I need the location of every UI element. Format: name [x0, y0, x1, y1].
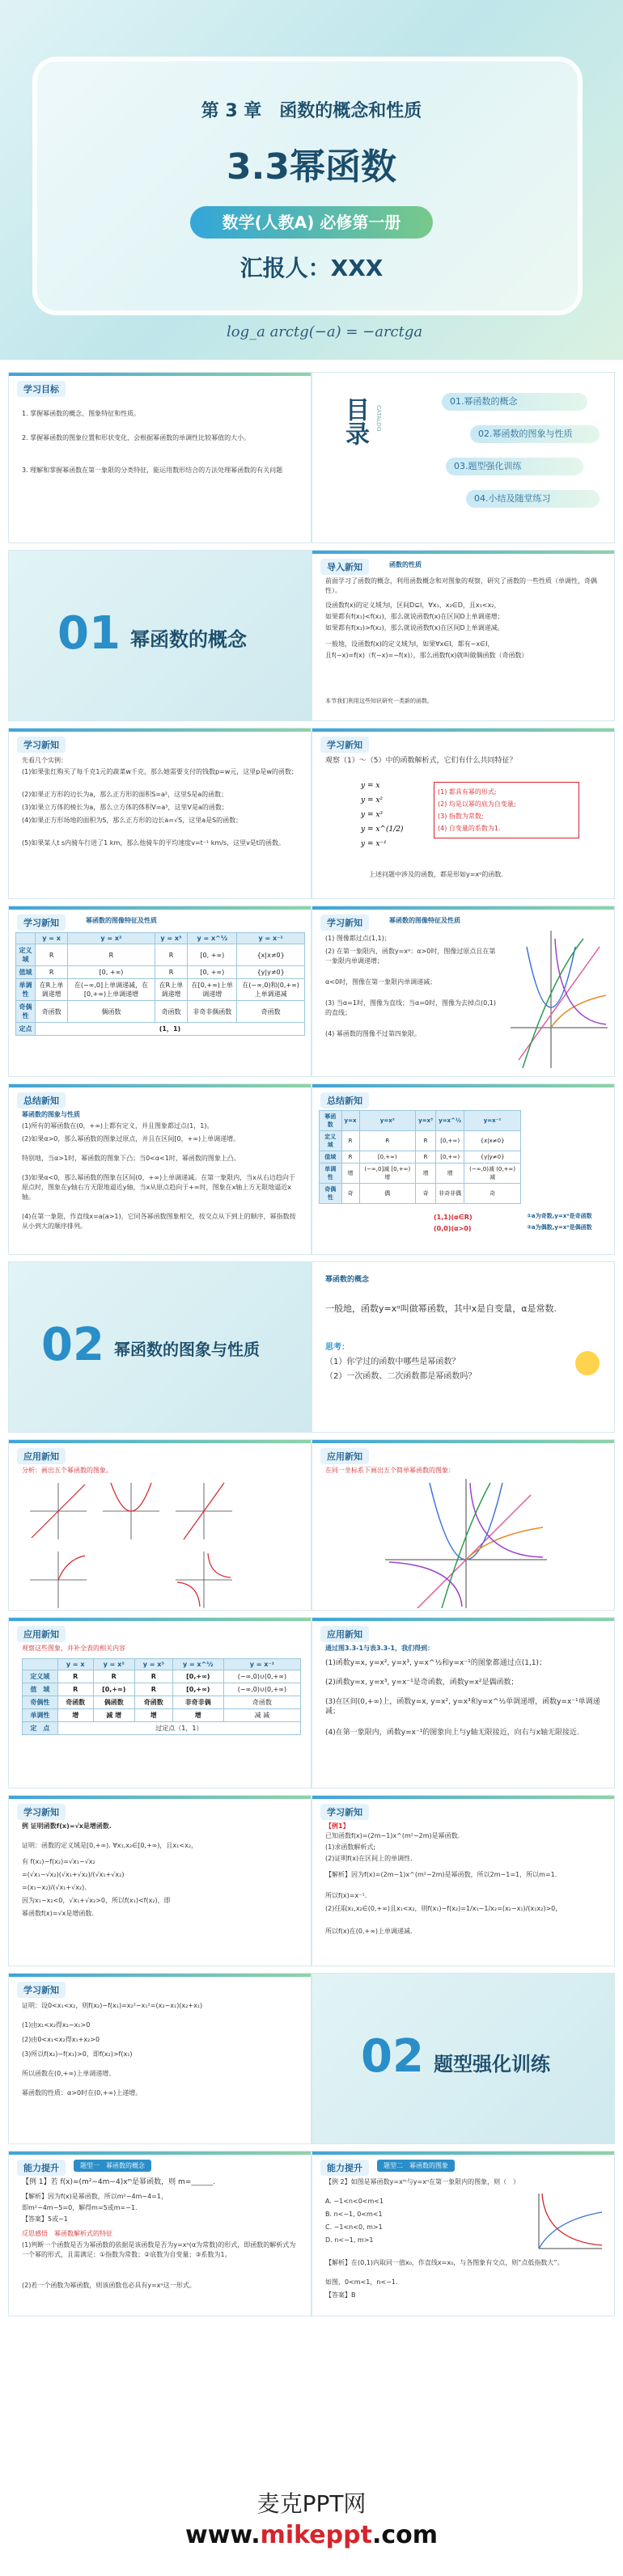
table-cell: y = x²	[93, 1659, 134, 1670]
table-cell: [0, +∞)	[188, 944, 237, 966]
table-cell: 在[0,+∞)上单调递增	[188, 979, 237, 1001]
table-cell: (−∞,0)∪(0,+∞)	[223, 1683, 300, 1696]
table-cell: 值域	[320, 1151, 342, 1163]
app-item: (2)函数y=x, y=x³, y=x⁻¹是奇函数，函数y=x²是偶函数；	[325, 1679, 519, 1687]
table-cell: [0,+∞)	[93, 1683, 134, 1696]
slide-section-2	[8, 1261, 312, 1433]
goal-item: 3. 理解和掌握幂函数在第一象限的分类特征，能运用数形结合的方法处理幂函数的有关问题	[22, 467, 283, 474]
feature-item: (2) 均是以幂的底为自变量;	[438, 800, 516, 808]
exercise-option[interactable]: D. n<−1, m>1	[325, 2236, 374, 2244]
proof-line: 幂函数的性质：α>0时在(0,+∞)上递增。	[22, 2089, 142, 2097]
table-cell	[23, 1659, 58, 1670]
example-line: (2)证明f(x)在区间上的单调性.	[325, 1855, 413, 1862]
section-title: 幂函数的图象与性质	[114, 1340, 260, 1359]
table-cell: (−∞,0]减 [0,+∞)增	[359, 1163, 416, 1184]
exercise-line: 如图，0<m<1，n<−1.	[325, 2278, 398, 2286]
example-line: 【解析】因为f(x)=(2m−1)x^(m²−2m)是幂函数，所以2m−1=1，所以m=1.	[325, 1871, 557, 1878]
table-cell: R	[35, 966, 67, 979]
feature-item: (1) 都具有幂的形式;	[438, 788, 497, 796]
exercise-option[interactable]: A. −1<n<0<m<1	[325, 2198, 384, 2205]
slide-subheader: 幂函数的图像特征及性质	[86, 917, 157, 924]
app-item: (3)在区间(0,+∞)上，函数y=x, y=x², y=x³和y=x^½单调递增，函数y=x⁻¹单调递减；	[325, 1698, 600, 1716]
small-graphs	[22, 1479, 297, 1608]
table-cell: 奇函数	[237, 1001, 305, 1023]
table-cell: y = x	[35, 933, 67, 944]
app-item: (4)在第一象限内，函数y=x⁻¹的图象向上与y轴无限接近，向右与x轴无限接近.	[325, 1729, 579, 1737]
table-cell: [0,+∞)	[436, 1131, 464, 1151]
table-cell: 定义域	[23, 1670, 58, 1683]
table-cell: 增	[172, 1709, 223, 1722]
table-cell: R	[416, 1131, 436, 1151]
feature-line: (3) 当α=1时，图像为直线；当α=0时，图像为去掉点(0,1)的直线；	[325, 999, 496, 1016]
table-cell: 偶函数	[68, 1001, 155, 1023]
table-cell: 奇函数	[155, 1001, 188, 1023]
app-prompt: 分析：画出五个幂函数的图象。	[22, 1467, 112, 1474]
table-cell: 奇函数	[35, 1001, 67, 1023]
table-cell: 单调性	[23, 1709, 58, 1722]
lesson-title: 3.3幂函数	[227, 146, 396, 188]
proof-line: =(x₁−x₂)/(√x₁+√x₂).	[22, 1884, 87, 1891]
table-cell: [0, +∞)	[68, 966, 155, 979]
table-cell: 奇函数	[223, 1696, 300, 1709]
table-cell: R	[68, 944, 155, 966]
review-line: 本节我们利用这些知识研究一类新的函数。	[325, 698, 433, 704]
app-item: (1)函数y=x, y=x², y=x³, y=x^½和y=x⁻¹的图象都通过点(1,1)；	[325, 1659, 547, 1667]
property-table	[15, 932, 305, 1036]
exercise-graph	[531, 2192, 604, 2257]
slide-table-1b	[312, 906, 615, 1077]
footer-brand: 麦克PPT网	[256, 2490, 367, 2517]
function-item: y = x	[361, 782, 380, 790]
toc-item[interactable]: 03.题型强化训练	[446, 458, 583, 475]
footer-url[interactable]	[0, 2521, 623, 2549]
table-cell: 在(−∞,0)和(0,+∞)上单调递减	[237, 979, 305, 1001]
table-cell: 减 增	[93, 1709, 134, 1722]
table-cell: [0,+∞)	[359, 1151, 416, 1163]
function-item: y = x^(1/2)	[361, 826, 404, 834]
url-prefix: www.	[184, 2521, 261, 2549]
table-cell: [0,+∞)	[172, 1670, 223, 1683]
proof-line: 有 f(x₁)−f(x₂)=√x₁−√x₂	[22, 1858, 95, 1865]
problem-item: (3)如果立方体的棱长为a，那么立方体的体积V=a³，这里V是a的函数；	[22, 804, 228, 811]
feature-box	[434, 782, 579, 838]
table-cell: y = x²	[68, 933, 155, 944]
table-cell: y = x³	[155, 933, 188, 944]
table-cell: {x|x≠0}	[237, 944, 305, 966]
slide-app-1	[8, 1439, 312, 1611]
table-cell: y = x³	[134, 1659, 172, 1670]
app-prompt: 在同一坐标系下画出五个简单幂函数的图象：	[325, 1467, 455, 1474]
slide-section-1	[8, 550, 312, 721]
proof-line: (3)所以f(x₂)−f(x₁)>0，即f(x₂)>f(x₁)	[22, 2050, 133, 2058]
slide-header: 总结新知	[17, 1092, 66, 1109]
table-cell: 在(−∞,0]上单调递减，在[0,+∞)上单调递增	[68, 979, 155, 1001]
table-cell: 定 点	[23, 1722, 58, 1735]
example-line: 所以f(x)在(0,+∞)上单调递减.	[325, 1928, 413, 1935]
table-cell: R	[57, 1670, 93, 1683]
table-cell: 偶函数	[93, 1696, 134, 1709]
url-mid: mikeppt	[260, 2521, 372, 2549]
summary-line: (3)如果α<0，那么幂函数的图象在区间(0，+∞)上单调递减。在第一象限内，当x从右边趋向于原点时，图象在y轴右方无限地逼近y轴，当x从原点趋向于+∞时，图象在x轴上方无限地逼近x轴。	[22, 1174, 295, 1201]
slide-app-4	[312, 1617, 615, 1788]
exercise-line: 即m²−4m−5=0，解得m=5或m=−1.	[22, 2204, 138, 2211]
exercise-line: 【解析】在(0,1)内取同一值x₀，作直线x=x₀，与各图象有交点，则“点低指数大”。	[325, 2259, 564, 2266]
slide-header: 总结新知	[320, 1092, 369, 1109]
table-cell: 在R上单调递增	[35, 979, 67, 1001]
toc-item[interactable]: 04.小结及随堂练习	[466, 490, 600, 508]
table-cell: 非奇非偶	[436, 1184, 464, 1204]
function-item: y = x²	[361, 796, 384, 804]
slide-proof	[8, 1795, 312, 1966]
table-cell: y = x^½	[188, 933, 237, 944]
exercise-tag: 题型二 幂函数的图象	[377, 2160, 455, 2172]
app-prompt: 观察这些图象，并补全表的相关内容	[22, 1645, 125, 1652]
lightbulb-icon	[575, 1351, 600, 1375]
section-title: 题型强化训练	[434, 2053, 550, 2076]
proof-line: 所以函数在(0,+∞)上单调递增。	[22, 2070, 116, 2077]
table-cell: [0,+∞)	[436, 1151, 464, 1163]
section-number: 02	[361, 2030, 424, 2083]
slide-subheader: 幂函数的图象与性质	[22, 1111, 80, 1118]
slide-observe	[312, 728, 615, 899]
think-label: 思考：	[325, 1343, 350, 1352]
table-cell: y=x³	[416, 1111, 436, 1131]
table-cell: 增	[416, 1163, 436, 1184]
proof-line: =(√x₁−√x₂)(√x₁+√x₂)/(√x₁+√x₂)	[22, 1871, 125, 1878]
fixed-point: (1,1)(α∈R)	[434, 1214, 473, 1221]
think-question: （2）一次函数、二次函数都是幂函数吗？	[325, 1372, 477, 1381]
table-cell: (−∞,0)减 (0,+∞)减	[464, 1163, 521, 1184]
table-cell: 奇偶性	[16, 1001, 36, 1023]
toc-subtitle: CATALOG	[375, 405, 382, 432]
observe-conclusion: 上述问题中涉及的函数，都是形如y=xᵅ的函数.	[369, 871, 503, 878]
section-number: 02	[41, 1319, 104, 1371]
slide-exercise-2	[312, 2151, 615, 2316]
slide-subheader: 函数的性质	[389, 561, 422, 568]
table-cell: [0,+∞)	[172, 1683, 223, 1696]
table-cell: {y|y≠0}	[464, 1151, 521, 1163]
slide-header: 应用新知	[320, 1626, 369, 1642]
review-line: 且f(−x)=f(x)（f(−x)=−f(x)），那么函数f(x)就叫做偶函数（奇函数）	[325, 652, 528, 659]
review-line: 一般地，设函数f(x)的定义域为I，如果∀x∈I，都有−x∈I，	[325, 640, 494, 648]
exercise-line: 【答案】5或−1	[22, 2215, 68, 2223]
table-cell: 奇偶性	[23, 1696, 58, 1709]
table-cell: R	[155, 966, 188, 979]
problem-item: (2)如果正方形的边长为a，那么正方形的面积S=a²，这里S是a的函数；	[22, 791, 228, 798]
table-cell: 幂函数	[320, 1111, 342, 1131]
table-cell: 值域	[16, 966, 36, 979]
exercise-tag: 题型一 幂函数的概念	[74, 2160, 151, 2172]
exercise-line: 反思感悟 幂函数解析式的特征	[22, 2230, 112, 2237]
slide-header: 学习新知	[320, 737, 369, 753]
summary-line: 特别地，当α>1时，幂函数的图象下凸；当0<α<1时，幂函数的图象上凸。	[22, 1155, 240, 1162]
slide-subheader: 幂函数的图像特征及性质	[389, 917, 460, 924]
example-line: 已知函数f(x)=(2m−1)x^(m²−2m)是幂函数.	[325, 1832, 460, 1839]
problem-intro: 先看几个实例：	[22, 757, 67, 764]
summary-line: (2)如果α>0，那么幂函数的图象过原点，并且在区间[0，+∞)上单调递增。	[22, 1135, 240, 1142]
table-cell: R	[341, 1131, 359, 1151]
table-cell: [0, +∞)	[188, 966, 237, 979]
section-number: 01	[57, 607, 121, 660]
book-pill: 数学(人教A) 必修第一册	[190, 206, 433, 239]
problem-item: (1)如果张红购买了每千克1元的蔬菜w千克，那么她需要支付的钱数p=w元，这里p是w的函数；	[22, 768, 298, 775]
slide-example	[312, 1795, 615, 1966]
feature-line: (4) 幂函数的图像不过第四象限。	[325, 1030, 421, 1037]
slide-definition	[312, 1261, 615, 1433]
goal-item: 2. 掌握幂函数的图象位置和形状变化，会根据幂函数的单调性比较幂值的大小。	[22, 434, 251, 441]
example-tag: 【例1】	[325, 1822, 350, 1830]
table-cell: 奇函数	[57, 1696, 93, 1709]
proof-line: 幂函数f(x)=√x是增函数.	[22, 1910, 94, 1917]
slide-header: 学习新知	[17, 1982, 66, 1998]
review-line: 如果都有f(x₁)>f(x₂)，那么就说函数f(x)在区间D上单调递减。	[325, 624, 504, 631]
toc-item[interactable]: 01.幂函数的概念	[442, 393, 587, 411]
function-item: y = x³	[361, 811, 384, 819]
observe-question: 观察（1）～（5）中的函数解析式，它们有什么共同特征？	[325, 757, 517, 765]
think-question: （1）你学过的函数中哪些是幂函数？	[325, 1358, 460, 1366]
table-cell: y=x	[341, 1111, 359, 1131]
slide-header: 学习新知	[17, 1804, 66, 1820]
table-cell: 增	[134, 1709, 172, 1722]
table-cell: y = x^½	[172, 1659, 223, 1670]
table-cell: 过定点（1，1）	[57, 1722, 300, 1735]
table-cell: 奇	[341, 1184, 359, 1204]
table-cell: R	[57, 1683, 93, 1696]
feature-item: (3) 指数为常数;	[438, 813, 484, 820]
table-cell: 奇偶性	[320, 1184, 342, 1204]
table-cell: R	[134, 1670, 172, 1683]
review-line: 如果都有f(x₁)<f(x₂)，那么就说函数f(x)在区间D上单调递增；	[325, 613, 504, 620]
table-cell: y = x⁻¹	[237, 933, 305, 944]
table-cell: 减 减	[223, 1709, 300, 1722]
table-cell: y=x²	[359, 1111, 416, 1131]
table-cell: 奇	[464, 1184, 521, 1204]
table-cell: 非奇非偶	[172, 1696, 223, 1709]
table-cell: y = x	[57, 1659, 93, 1670]
slide-header: 学习新知	[320, 1804, 369, 1820]
slide-header: 能力提升	[17, 2160, 66, 2176]
table-cell: 偶	[359, 1184, 416, 1204]
slide-header: 能力提升	[320, 2160, 369, 2176]
table-cell: (−∞,0)∪(0,+∞)	[223, 1670, 300, 1683]
proof-line: (1)由x₁<x₂得x₂−x₁>0	[22, 2021, 91, 2029]
slide-goals	[8, 372, 312, 543]
slide-exercise-1	[8, 2151, 312, 2316]
table-cell: R	[134, 1683, 172, 1696]
example-line: (2)任取x₁,x₂∈(0,+∞)且x₁<x₂，则f(x₁)−f(x₂)=1/x₁−1/x₂=(x₂−x₁)/(x₁x₂)>0，	[325, 1905, 562, 1912]
example-line: 所以f(x)=x⁻¹.	[325, 1892, 367, 1899]
slide-summary-2	[312, 1083, 615, 1255]
table-cell: 奇	[416, 1184, 436, 1204]
table-cell: 增	[341, 1163, 359, 1184]
parity-note: ②a为偶数,y=xᵅ是偶函数	[527, 1224, 592, 1231]
power-curves-graph	[511, 931, 608, 1068]
slide-header: 学习新知	[17, 914, 66, 931]
table-cell: {y|y≠0}	[237, 966, 305, 979]
reporter: 汇报人：XXX	[239, 255, 384, 281]
table-cell: R	[155, 944, 188, 966]
table-cell: 在R上单调递增	[155, 979, 188, 1001]
parity-note: ①a为奇数,y=xᵅ是奇函数	[527, 1213, 592, 1219]
table-cell: 定义域	[16, 944, 36, 966]
table-cell: 值 域	[23, 1683, 58, 1696]
definition-text: 一般地，函数y=xᵅ叫做幂函数，其中x是自变量，α是常数.	[325, 1303, 557, 1314]
slide-header: 导入新知	[320, 559, 369, 575]
slide-header: 幂函数的概念	[325, 1276, 370, 1284]
table-cell: 单调性	[320, 1163, 342, 1184]
review-line: 前面学习了函数的概念，利用函数概念和对图象的观察，研究了函数的一些性质（单调性，奇偶性）。	[325, 577, 597, 594]
exercise-line: (2)若一个函数为幂函数，则该函数也必具有y=xᵅ这一形式。	[22, 2282, 196, 2289]
table-cell: y=x⁻¹	[464, 1111, 521, 1131]
section-title: 幂函数的概念	[130, 628, 247, 651]
table-cell: y = x⁻¹	[223, 1659, 300, 1670]
proof-line: (2)由0<x₁<x₂得x₁+x₂>0	[22, 2036, 100, 2043]
proof-line: 证明：函数的定义域是[0,+∞). ∀x₁,x₂∈[0,+∞)，且x₁<x₂，	[22, 1842, 198, 1849]
table-cell: 非奇非偶函数	[188, 1001, 237, 1023]
table-cell	[16, 933, 36, 944]
table-cell: 单调性	[16, 979, 36, 1001]
table-cell: R	[93, 1670, 134, 1683]
table-cell: R	[416, 1151, 436, 1163]
slide-summary-1	[8, 1083, 312, 1255]
table-cell: {x|x≠0}	[464, 1131, 521, 1151]
feature-line: (1) 图像都过点(1,1)；	[325, 935, 391, 942]
summary-line: (1)所有的幂函数在(0，+∞)上都有定义，并且图象都过点(1，1)。	[22, 1122, 214, 1130]
toc-item[interactable]: 02.幂函数的图象与性质	[470, 425, 600, 443]
slide-review	[312, 550, 615, 721]
table-cell: R	[35, 944, 67, 966]
slide-toc	[312, 372, 615, 543]
url-suffix: .com	[371, 2521, 438, 2549]
goal-item: 1. 掌握幂函数的概念、图象特征和性质。	[22, 410, 141, 417]
table-cell: 定义域	[320, 1131, 342, 1151]
app-title: 通过图3.3-1与表3.3-1，我们得到：	[325, 1645, 434, 1652]
slide-app-2	[312, 1439, 615, 1611]
problem-item: (5)如果某人t s内骑车行进了1 km，那么他骑车的平均速度v=t⁻¹ km/s，这里v是t的函数。	[22, 839, 285, 847]
summary-table	[319, 1110, 521, 1204]
slide-header: 应用新知	[17, 1626, 66, 1642]
slide-header: 学习新知	[17, 737, 66, 753]
slide-header: 应用新知	[17, 1448, 66, 1464]
slide-header: 学习新知	[320, 914, 369, 931]
feature-item: (4) 自变量的系数为1.	[438, 825, 501, 832]
slide-proof-2	[8, 1973, 312, 2144]
proof-line: 证明：设0<x₁<x₂，则f(x₂)−f(x₁)=x₂²−x₁²=(x₂−x₁)(x₂+x₁)	[22, 2002, 203, 2009]
exercise-line: (1)判断一个函数是否为幂函数的依据是该函数是否为y=xᵅ(α为常数)的形式，即函数的解析式为一个幂的形式，且需满足：①指数为常数；②底数为自变量；③系数为1。	[22, 2241, 296, 2258]
slide-header: 应用新知	[320, 1448, 369, 1464]
cover-slide	[0, 0, 623, 360]
function-item: y = x⁻¹	[361, 840, 387, 848]
proof-line: 因为x₁−x₂<0，√x₁+√x₂>0，所以f(x₁)<f(x₂)，即	[22, 1897, 171, 1904]
slide-section-3	[312, 1973, 615, 2144]
feature-line: (2) 在第一象限内，函数y=xᵅ：α>0时，图像过原点且在第一象限内单调递增；	[325, 948, 496, 965]
chapter-title: 第 3 章 函数的概念和性质	[201, 101, 422, 121]
slide-problems	[8, 728, 312, 899]
table-cell: R	[341, 1151, 359, 1163]
table-cell: 增	[436, 1163, 464, 1184]
table-cell: (1，1)	[35, 1023, 304, 1036]
combined-graph	[385, 1479, 547, 1608]
slide-app-3	[8, 1617, 312, 1788]
table-cell: R	[359, 1131, 416, 1151]
table-cell: 增	[57, 1709, 93, 1722]
table-cell: y=x^½	[436, 1111, 464, 1131]
summary-line: (4)在第一象限，作直线x=a(a>1)，它同各幂函数图象相交，按交点从下到上的顺序，幂指数按从小到大的顺序排列。	[22, 1213, 296, 1230]
toc-title: 目录	[341, 397, 369, 446]
exercise-option[interactable]: C. −1<n<0, m>1	[325, 2223, 383, 2231]
exercise-line: 【解析】因为f(x)是幂函数，所以m²−4m−4=1，	[22, 2193, 167, 2200]
review-line: 设函数f(x)的定义域为I，区间D⊆I，∀x₁、x₂∈D，且x₁<x₂，	[325, 602, 501, 609]
table-cell: 奇函数	[134, 1696, 172, 1709]
function-list	[361, 779, 403, 851]
example-line: (1)求函数解析式;	[325, 1843, 376, 1851]
exercise-option[interactable]: B. n<−1, 0<m<1	[325, 2211, 383, 2218]
problem-item: (4)如果正方形场地的面积为S，那么正方形的边长a=√S，这里a是S的函数；	[22, 817, 243, 824]
proof-title: 例 证明函数f(x)=√x是增函数.	[22, 1822, 112, 1830]
cover-formula: log_a arctg(−a) = −arctga	[227, 323, 423, 340]
exercise-line: 【答案】B	[325, 2291, 356, 2299]
slide-header: 学习目标	[17, 381, 66, 397]
feature-line: α<0时，图像在第一象限内单调递减；	[325, 978, 437, 986]
slide-table-1	[8, 906, 312, 1077]
properties-table	[22, 1658, 301, 1735]
exercise-question: 【例 2】如图是幂函数y=xᵐ与y=xⁿ在第一象限内的图象，则（ ）	[325, 2178, 520, 2185]
table-cell: 定点	[16, 1023, 36, 1036]
fixed-point: (0,0)(α>0)	[434, 1225, 472, 1232]
exercise-question: 【例 1】若 f(x)=(m²−4m−4)xᵐ是幂函数，则 m=______.	[22, 2178, 216, 2186]
